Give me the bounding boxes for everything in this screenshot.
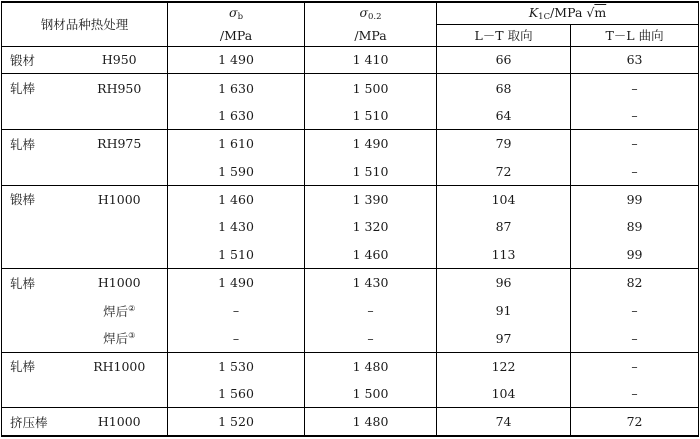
heat-treatment-label: H1000 xyxy=(97,414,141,430)
sigma-02-value-cell: 1 320 xyxy=(305,213,437,241)
material-form-cell xyxy=(2,213,72,241)
sigma-b-value-cell: 1 510 xyxy=(168,241,305,269)
table-row xyxy=(2,157,699,185)
k1c-lt-value-cell: 79 xyxy=(437,130,571,158)
table-row xyxy=(2,352,699,380)
sigma-02-value-cell: 1 460 xyxy=(305,241,437,269)
material-form-cell: 轧棒 xyxy=(2,130,72,158)
material-properties-table xyxy=(1,1,699,437)
heat-treatment-cell xyxy=(72,352,168,380)
heat-treatment-label: H1000 xyxy=(97,191,141,207)
k1c-tl-value-cell: 99 xyxy=(571,185,699,213)
table-row xyxy=(2,297,699,325)
header-material-treatment xyxy=(2,2,168,46)
heat-treatment-label: 焊后 xyxy=(103,303,129,319)
material-form-cell: 锻棒 xyxy=(2,185,72,213)
material-form-cell: 轧棒 xyxy=(2,74,72,102)
sigma-b-subscript: b xyxy=(237,12,244,23)
sigma-02-value-cell: – xyxy=(305,297,437,325)
k1c-unit: /MPa xyxy=(550,4,583,20)
heat-treatment-cell xyxy=(72,241,168,269)
footnote-marker: ② xyxy=(128,303,136,313)
k1c-symbol: K xyxy=(528,4,539,20)
material-form-cell: 轧棒 xyxy=(2,352,72,380)
sigma-b-value-cell: 1 590 xyxy=(168,157,305,185)
material-form-cell: 锻材 xyxy=(2,46,72,74)
material-form-cell xyxy=(2,241,72,269)
table-row xyxy=(2,213,699,241)
sigma-b-unit: /MPa xyxy=(219,28,253,44)
k1c-lt-value-cell: 96 xyxy=(437,269,571,297)
heat-treatment-cell xyxy=(72,185,168,213)
sigma-02-value-cell: 1 500 xyxy=(305,380,437,408)
k1c-lt-value-cell: 104 xyxy=(437,380,571,408)
material-form-cell xyxy=(2,324,72,352)
sigma-02-subscript: 0.2 xyxy=(368,12,382,23)
heat-treatment-cell xyxy=(72,213,168,241)
k1c-tl-value-cell: 99 xyxy=(571,241,699,269)
k1c-subscript: 1C xyxy=(538,11,551,22)
k1c-lt-value-cell: 74 xyxy=(437,408,571,436)
heat-treatment-cell xyxy=(72,324,168,352)
k1c-tl-value-cell: – xyxy=(571,324,699,352)
sigma-b-value-cell: – xyxy=(168,324,305,352)
header-material-treatment-label: 钢材品种热处理 xyxy=(40,17,129,33)
k1c-tl-value-cell: – xyxy=(571,102,699,130)
header-sigma-02 xyxy=(305,2,437,46)
heat-treatment-label: RH1000 xyxy=(93,358,146,374)
header-tl-orientation: T－L 曲向 xyxy=(571,24,699,46)
material-form-cell xyxy=(2,380,72,408)
sigma-02-value-cell: 1 410 xyxy=(305,46,437,74)
sigma-b-value-cell: 1 560 xyxy=(168,380,305,408)
table-row xyxy=(2,102,699,130)
sigma-02-value-cell: 1 500 xyxy=(305,74,437,102)
heat-treatment-label: H950 xyxy=(101,52,137,68)
k1c-lt-value-cell: 97 xyxy=(437,324,571,352)
header-sigma-b xyxy=(168,2,305,46)
k1c-lt-value-cell: 122 xyxy=(437,352,571,380)
sigma-b-value-cell: 1 490 xyxy=(168,46,305,74)
sigma-02-value-cell: – xyxy=(305,324,437,352)
material-form-cell xyxy=(2,102,72,130)
sigma-02-unit: /MPa xyxy=(354,28,387,44)
k1c-lt-value-cell: 66 xyxy=(437,46,571,74)
heat-treatment-label: H1000 xyxy=(97,275,141,291)
table-header xyxy=(2,2,699,46)
header-sigma-02-symbol-line xyxy=(309,5,432,22)
heat-treatment-cell xyxy=(72,380,168,408)
heat-treatment-label: RH950 xyxy=(97,80,142,96)
heat-treatment-cell xyxy=(72,157,168,185)
k1c-tl-value-cell: 89 xyxy=(571,213,699,241)
k1c-lt-value-cell: 72 xyxy=(437,157,571,185)
table-row xyxy=(2,269,699,297)
sigma-02-value-cell: 1 510 xyxy=(305,157,437,185)
heat-treatment-cell xyxy=(72,408,168,436)
heat-treatment-cell xyxy=(72,46,168,74)
k1c-sqrt-icon: √ xyxy=(586,4,595,20)
material-form-cell xyxy=(2,297,72,325)
k1c-tl-value-cell: – xyxy=(571,380,699,408)
k1c-lt-value-cell: 64 xyxy=(437,102,571,130)
header-lt-orientation: L－T 取向 xyxy=(437,24,571,46)
table-row xyxy=(2,185,699,213)
sigma-b-value-cell: – xyxy=(168,297,305,325)
k1c-lt-value-cell: 87 xyxy=(437,213,571,241)
k1c-tl-value-cell: 72 xyxy=(571,408,699,436)
sigma-b-value-cell: 1 530 xyxy=(168,352,305,380)
header-k1c xyxy=(437,2,699,24)
k1c-tl-value-cell: – xyxy=(571,74,699,102)
heat-treatment-cell xyxy=(72,102,168,130)
sigma-b-value-cell: 1 630 xyxy=(168,74,305,102)
sigma-02-value-cell: 1 480 xyxy=(305,352,437,380)
sigma-02-value-cell: 1 480 xyxy=(305,408,437,436)
table-row xyxy=(2,408,699,436)
sigma-b-value-cell: 1 520 xyxy=(168,408,305,436)
sigma-02-value-cell: 1 430 xyxy=(305,269,437,297)
k1c-tl-value-cell: – xyxy=(571,130,699,158)
table-body xyxy=(2,46,699,436)
sigma-b-value-cell: 1 490 xyxy=(168,269,305,297)
heat-treatment-cell xyxy=(72,297,168,325)
table-row xyxy=(2,130,699,158)
table-row xyxy=(2,241,699,269)
k1c-lt-value-cell: 104 xyxy=(437,185,571,213)
k1c-tl-value-cell: 63 xyxy=(571,46,699,74)
k1c-sqrt-m: m xyxy=(594,4,607,20)
k1c-tl-value-cell: 82 xyxy=(571,269,699,297)
table-row xyxy=(2,74,699,102)
table-row xyxy=(2,324,699,352)
heat-treatment-label: 焊后 xyxy=(103,331,129,347)
k1c-lt-value-cell: 91 xyxy=(437,297,571,325)
k1c-tl-value-cell: – xyxy=(571,157,699,185)
sigma-02-value-cell: 1 390 xyxy=(305,185,437,213)
sigma-b-symbol: σ xyxy=(229,5,238,21)
material-form-cell: 轧棒 xyxy=(2,269,72,297)
k1c-tl-value-cell: – xyxy=(571,297,699,325)
footnote-marker: ③ xyxy=(128,331,136,341)
heat-treatment-cell xyxy=(72,269,168,297)
heat-treatment-label: RH975 xyxy=(97,136,142,152)
k1c-lt-value-cell: 113 xyxy=(437,241,571,269)
sigma-b-value-cell: 1 430 xyxy=(168,213,305,241)
table-row xyxy=(2,380,699,408)
header-sigma-b-symbol-line xyxy=(172,5,300,22)
material-form-cell: 挤压棒 xyxy=(2,408,72,436)
sigma-02-symbol: σ xyxy=(359,5,369,21)
k1c-tl-value-cell: – xyxy=(571,352,699,380)
k1c-lt-value-cell: 68 xyxy=(437,74,571,102)
material-form-cell xyxy=(2,157,72,185)
heat-treatment-cell xyxy=(72,74,168,102)
sigma-b-value-cell: 1 610 xyxy=(168,130,305,158)
heat-treatment-cell xyxy=(72,130,168,158)
table-row xyxy=(2,46,699,74)
sigma-b-value-cell: 1 460 xyxy=(168,185,305,213)
sigma-02-value-cell: 1 510 xyxy=(305,102,437,130)
sigma-02-value-cell: 1 490 xyxy=(305,130,437,158)
sigma-b-value-cell: 1 630 xyxy=(168,102,305,130)
